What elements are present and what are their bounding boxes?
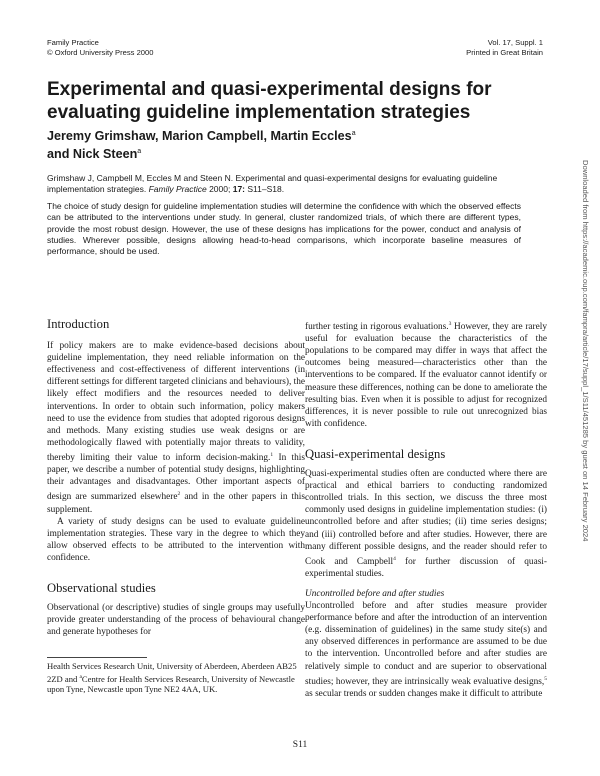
intro-text-a: If policy makers are to make evidence-based decisions about guideline implementation, they need reliable information on the effectiveness and cost-effectiveness of different interventions (in different settings for different targeted clinicians and behaviours), the likely effect modifiers and the resources needed to deliver interventions. In order to obtain such information, policy makers need to use the evidence from studies that adopted rigorous designs and methods. Many existing studies use weak designs or are methodologically flawed with potentially major threats to validity, thereby limiting their value to inform decision-making. <box>47 341 305 464</box>
footnote-divider <box>47 657 147 658</box>
reference-mark: 5 <box>544 675 547 682</box>
download-note: Downloaded from https://academic.oup.com/fampra/article/17/suppl_1/S11/451285 by guest on 14 February 2024 <box>581 160 590 542</box>
quasi-experimental-heading: Quasi-experimental designs <box>305 446 446 461</box>
intro-text-c: and in the other papers in this supplement. <box>47 492 305 515</box>
citation-pages: S11–S18. <box>247 184 285 195</box>
citation <box>47 173 519 196</box>
affiliation-mark: a <box>137 148 142 156</box>
printed-line: Printed in Great Britain <box>466 48 543 57</box>
affiliation-mark: a <box>79 673 82 680</box>
volume-line: Vol. 17, Suppl. 1 <box>487 38 543 47</box>
quasi-text-b: for further discussion of quasi-experimental studies. <box>305 556 547 579</box>
download-watermark <box>581 160 591 710</box>
right-column <box>305 318 547 700</box>
continued-text-a: further testing in rigorous evaluations. <box>305 322 449 333</box>
author-list <box>47 126 517 162</box>
citation-year: 2000; <box>209 184 231 195</box>
uncontrolled-text-b: as secular trends or sudden changes make it difficult to attribute <box>305 688 543 699</box>
continued-paragraph <box>305 318 547 430</box>
reference-mark: 3 <box>448 321 452 327</box>
footnote-text-b: Centre for Health Services Research, University of Newcastle upon Tyne, Newcastle upon Tyne NE2 4AA, UK. <box>47 673 295 695</box>
authors-line-1: Jeremy Grimshaw, Marion Campbell, Martin Eccles <box>47 129 352 144</box>
citation-volume: 17: <box>232 184 246 195</box>
citation-journal: Family Practice <box>148 184 207 195</box>
running-header-left <box>47 38 153 58</box>
continued-text-b: However, they are rarely useful for evaluation because the characteristics of the populations to be compared may differ in ways that affect the outcomes being measured—characteristics other than the interventions to be compared. If the evaluator cannot identify or measure these differences, nothing can be done to ameliorate the resulting bias. Even when it is possible to adjust for recognized differences, it is never possible to rule out unrecognized bias with confidence. <box>305 322 547 429</box>
reference-mark: 4 <box>393 555 396 562</box>
abstract: The choice of study design for guideline implementation studies will determine the confidence with which the observed effects can be attributed to the interventions under study. In general, cluster randomized trials, of which there are different types, provide the most robust design. However, the use of these designs has implications for the power, conduct and analysis of studies. Wherever possible, designs allowing head-to-head comparisons, which incorporate baseline measures of performance, should be used. <box>47 201 521 257</box>
affiliation-mark: a <box>351 130 356 137</box>
copyright-line: © Oxford University Press 2000 <box>47 48 154 57</box>
intro-text-b: In this paper, we describe a number of potential study designs, highlighting their advantages and disadvantages. Other important aspects of design are summarized elsewhere <box>47 453 305 503</box>
running-header-right <box>466 38 543 58</box>
intro-paragraph-1 <box>47 340 305 516</box>
observational-paragraph-1: Observational (or descriptive) studies of single groups may usefully provide greater understanding of the process of behavioural change and generate hypotheses for <box>47 603 305 638</box>
page-number: S11 <box>292 740 308 750</box>
citation-text: Grimshaw J, Campbell M, Eccles M and Steen N. Experimental and quasi-experimental designs for evaluating guideline implementation strategies. <box>47 173 498 195</box>
journal-name: Family Practice <box>47 38 99 47</box>
uncontrolled-text-a: Uncontrolled before and after studies measure provider performance before and after the introduction of an intervention (e.g. dissemination of guidelines) in the same study site(s) and any observed differences in performance are assumed to be due to the intervention. Uncontrolled before and after studies are relatively simple to conduct and are superior to observational studies; however, they are intrinsically weak evaluative designs, <box>305 601 547 687</box>
reference-mark: 2 <box>177 491 181 498</box>
intro-paragraph-2: A variety of study designs can be used to evaluate guideline implementation strategies. These vary in the degree to which they allow observed effects to be attributed to the intervention with confidence. <box>47 516 305 563</box>
affiliation-footnote <box>47 661 305 695</box>
introduction-heading: Introduction <box>47 317 110 331</box>
observational-heading: Observational studies <box>47 580 156 595</box>
quasi-text-a: Quasi-experimental studies often are conducted where there are practical and ethical barriers to conducting randomized controlled trials. In this section, we discuss the three most commonly used designs in guideline implementation studies: (i) uncontrolled before and after studies; (ii) time series designs; and (iii) controlled before and after studies. However, there are many different possible designs, and the reader should refer to Cook and Campbell <box>305 469 547 567</box>
authors-line-2: and Nick Steen <box>47 147 138 162</box>
article-title: Experimental and quasi-experimental designs for evaluating guideline implementation strategies <box>47 79 492 123</box>
footnote-text-a: Health Services Research Unit, University of Aberdeen, Aberdeen AB25 2ZD and <box>47 661 297 684</box>
quasi-paragraph-1 <box>305 468 547 580</box>
uncontrolled-subheading: Uncontrolled before and after studies <box>305 588 445 599</box>
uncontrolled-paragraph-1 <box>305 600 547 700</box>
reference-mark: 1 <box>270 451 274 458</box>
left-column <box>47 318 305 638</box>
